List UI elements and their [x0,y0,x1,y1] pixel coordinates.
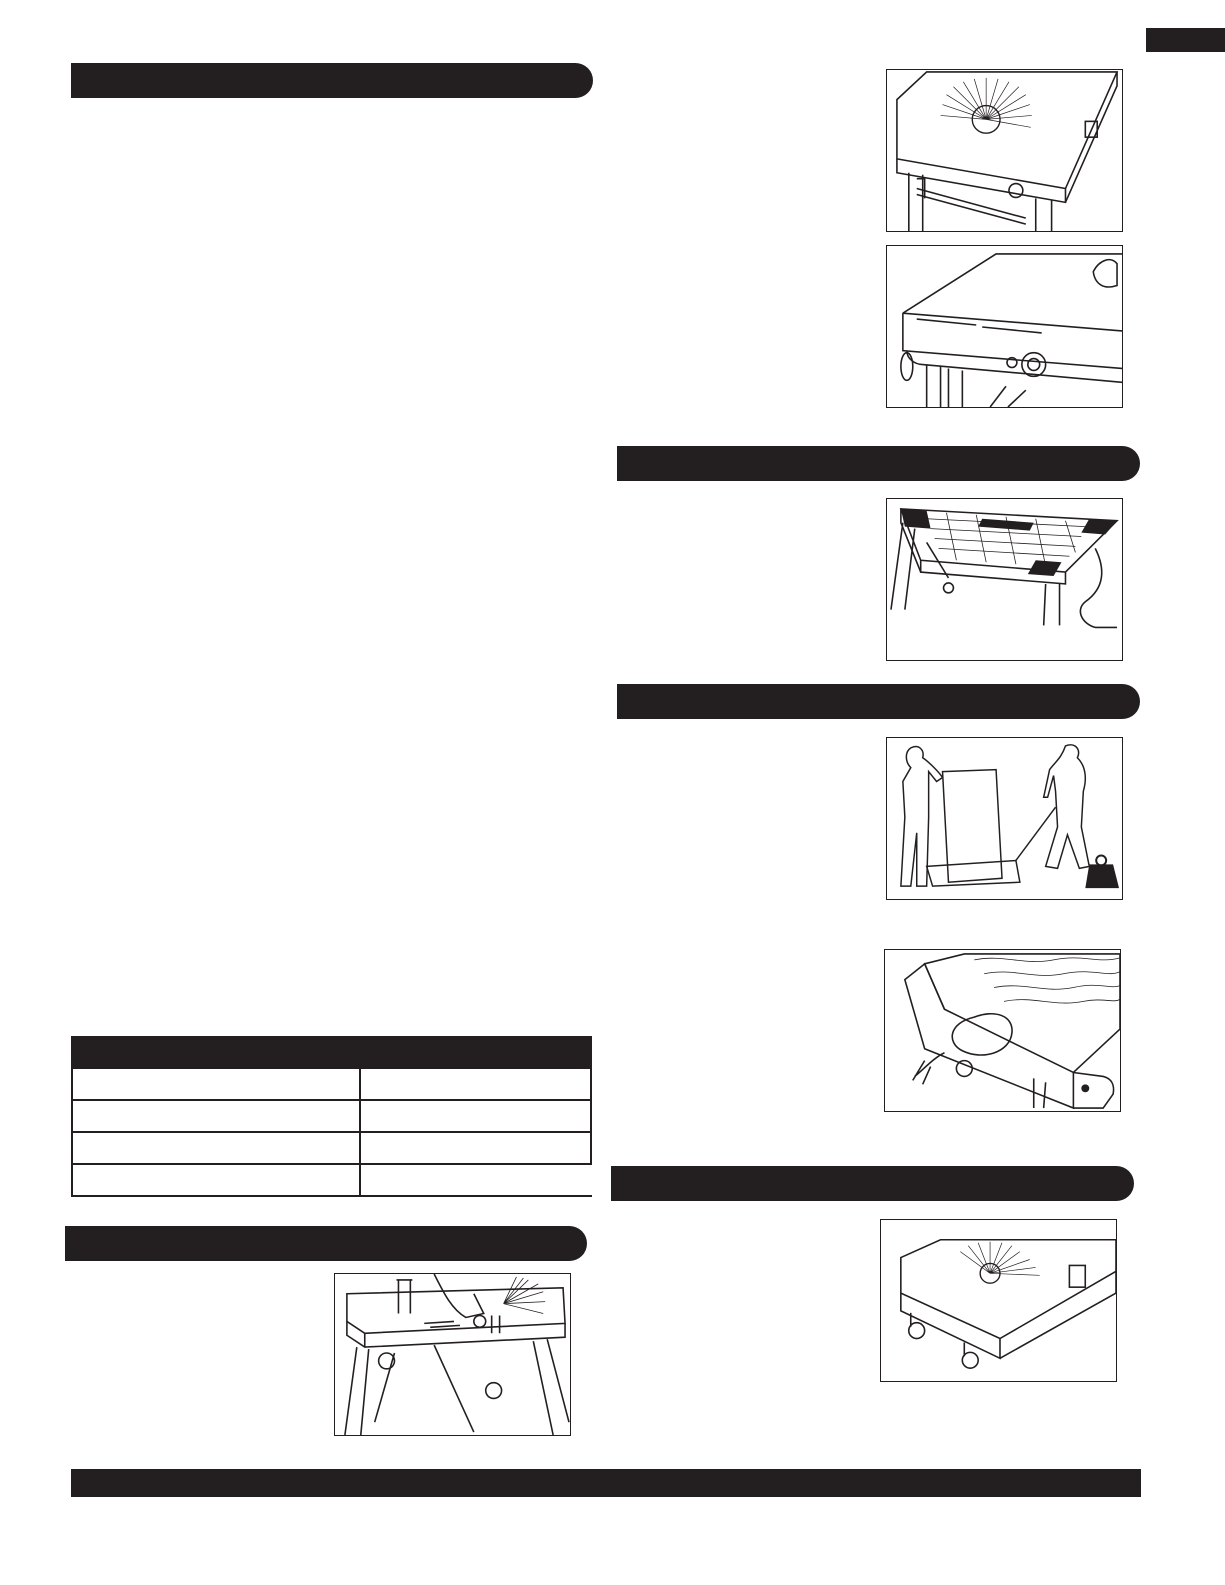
table-row [71,1165,592,1197]
table-row [71,1069,592,1101]
section-heading-5 [65,1226,587,1261]
figure-table-top-degree-scale [886,69,1123,232]
section-heading-3 [617,684,1140,719]
table-row [71,1101,592,1133]
table-on-casters-icon [881,1220,1116,1381]
table-top-marked-x-icon [887,499,1122,660]
section-heading-1 [71,63,593,98]
section-heading-4 [611,1166,1134,1201]
table-row [71,1133,592,1165]
table-with-clamps-icon [335,1274,570,1435]
figure-cord-wrap [884,949,1121,1112]
table-top-degree-scale-icon [887,70,1122,231]
figure-table-on-casters [880,1219,1117,1382]
figure-table-corner-knob [886,245,1123,408]
table-corner-knob-icon [887,246,1122,407]
footer-bar [71,1469,1141,1497]
figure-two-people-lifting [886,737,1123,900]
two-people-lifting-icon [887,738,1122,899]
spec-table-header [71,1036,592,1069]
section-heading-2 [617,446,1140,481]
cord-wrap-icon [885,950,1120,1111]
corner-tab [1146,28,1225,52]
spec-table [71,1036,592,1196]
figure-table-with-clamps [334,1273,571,1436]
figure-table-top-marked-x [886,498,1123,661]
